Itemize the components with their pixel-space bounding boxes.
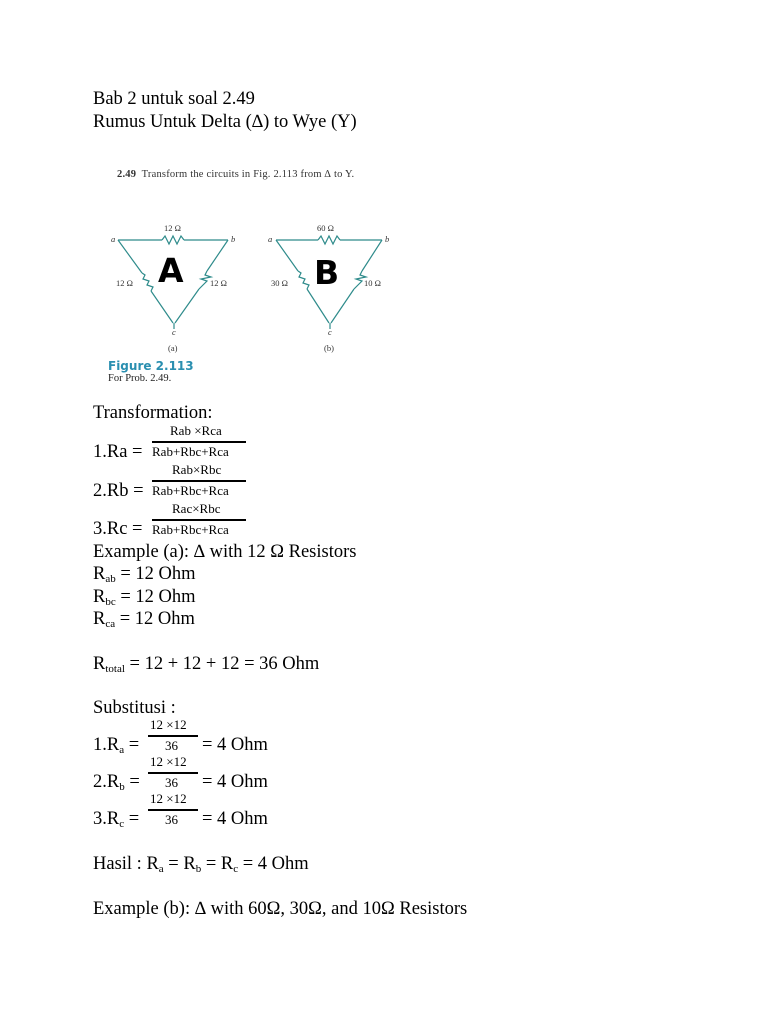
formula-rc-fraction: [152, 501, 248, 536]
rbc-line: $R_{bc} = 12$ Ohm: [93, 587, 196, 608]
subs-ra-subscript: a: [119, 744, 125, 756]
subs-rc-numerator: 12 ×12: [150, 791, 187, 806]
subs-ra-prefix: 1.R: [93, 735, 120, 755]
problem-text: Transform the circuits in Fig. 2.113 from ∆ to Y.: [141, 169, 355, 180]
circuit-figure: [100, 215, 400, 360]
formula-ra-fraction: [152, 423, 248, 463]
formula-rb-label: 2.Rb =: [93, 481, 144, 501]
circuit-b-node-c: c: [328, 327, 332, 337]
formula-rb-denominator: Rab+Rbc+Rca: [152, 483, 229, 498]
fraction-bar: [148, 735, 198, 737]
problem-statement: [117, 169, 354, 180]
subs-ra-denominator: 36: [165, 738, 178, 753]
hasil-end: = 4 Ohm: [238, 854, 309, 874]
formula-rc-numerator: Rac×Rbc: [172, 501, 221, 516]
subs-rb-result: = 4 Ohm: [202, 772, 268, 792]
rab-line: $R_{ab} = 12$ Ohm: [93, 564, 196, 585]
header-line-2: Rumus Untuk Delta (∆) to Wye (Y): [93, 112, 357, 132]
circuit-a-caption: (a): [168, 343, 178, 353]
rca-subscript: ca: [105, 618, 116, 630]
fraction-bar: [148, 809, 198, 811]
formula-rc-denominator: Rab+Rbc+Rca: [152, 522, 229, 536]
subs-ra-eq: =: [124, 735, 140, 755]
substitusi-heading: Substitusi :: [93, 698, 176, 718]
circuit-a-left-resistor: 12 Ω: [116, 278, 133, 288]
subs-ra-result: = 4 Ohm: [202, 735, 268, 755]
subs-rb-subscript: b: [119, 781, 125, 793]
subs-rc-subscript: c: [119, 818, 125, 830]
hasil-sub-a: a: [158, 863, 164, 875]
example-b-heading: Example (b): ∆ with 60Ω, 30Ω, and 10Ω Resistors: [93, 899, 468, 919]
rbc-subscript: bc: [105, 596, 116, 608]
fraction-bar: [152, 480, 246, 482]
subs-rb-label: [93, 771, 140, 793]
rtotal-line: $R_{total} = 12 + 12 + 12 = 36$ Ohm: [93, 654, 320, 675]
circuit-a-node-b: b: [231, 234, 236, 244]
rca-value: = 12 Ohm: [115, 609, 195, 629]
circuit-b-caption: (b): [324, 343, 334, 353]
hasil-sub-b: b: [195, 863, 202, 875]
problem-number: 2.49: [117, 169, 137, 180]
hasil-prefix: Hasil : R: [93, 854, 159, 874]
figure-subtitle: For Prob. 2.49.: [108, 373, 172, 384]
subs-ra-fraction: [148, 717, 200, 753]
formula-rb-numerator: Rab×Rbc: [172, 462, 222, 477]
circuit-a-right-resistor: 12 Ω: [210, 278, 227, 288]
fraction-bar: [148, 772, 198, 774]
subs-rc-label: [93, 808, 139, 830]
subs-rb-fraction: [148, 754, 200, 790]
formula-ra-label: 1.Ra =: [93, 442, 143, 462]
formula-ra-numerator: Rab ×Rca: [170, 423, 222, 438]
rbc-value: = 12 Ohm: [115, 587, 196, 607]
circuit-b-top-resistor: 60 Ω: [317, 223, 334, 233]
circuit-b-node-a: a: [268, 234, 273, 244]
rtotal-subscript: total: [105, 663, 125, 675]
subs-rc-denominator: 36: [165, 812, 178, 827]
rca-line: $R_{ca} = 12$ Ohm: [93, 609, 195, 630]
rtotal-value: = 12 + 12 + 12 = 36 Ohm: [124, 654, 320, 674]
hasil-line: [93, 853, 309, 875]
subs-rc-prefix: 3.R: [93, 809, 120, 829]
hasil-eq1: = R: [163, 854, 196, 874]
circuit-b-left-resistor: 30 Ω: [271, 278, 288, 288]
subs-rc-fraction: [148, 791, 200, 827]
circuit-b-right-resistor: 10 Ω: [364, 278, 381, 288]
subs-rc-eq: =: [124, 809, 140, 829]
subs-ra-label: [93, 734, 139, 756]
subs-rb-numerator: 12 ×12: [150, 754, 187, 769]
circuit-b-node-b: b: [385, 234, 390, 244]
hasil-eq2: = R: [201, 854, 234, 874]
hasil-sub-c: c: [233, 863, 239, 875]
subs-rb-prefix: 2.R: [93, 772, 120, 792]
header-line-1: Bab 2 untuk soal 2.49: [93, 89, 255, 109]
rab-subscript: ab: [105, 573, 116, 585]
subs-rb-denominator: 36: [165, 775, 178, 790]
rab-value: = 12 Ohm: [115, 564, 196, 584]
circuit-a-node-a: a: [111, 234, 116, 244]
transformation-heading: Transformation:: [93, 403, 213, 423]
circuit-a-top-resistor: 12 Ω: [164, 223, 181, 233]
fraction-bar: [152, 519, 246, 521]
subs-rc-result: = 4 Ohm: [202, 809, 268, 829]
example-a-heading: Example (a): ∆ with 12 Ω Resistors: [93, 542, 357, 562]
figure-title: Figure 2.113: [108, 359, 194, 373]
formula-rb-fraction: [152, 462, 248, 502]
circuit-a-node-c: c: [172, 327, 176, 337]
formula-ra-denominator: Rab+Rbc+Rca: [152, 444, 229, 459]
formula-rc-label: 3.Rc =: [93, 519, 143, 539]
subs-rb-eq: =: [124, 772, 140, 792]
fraction-bar: [152, 441, 246, 443]
subs-ra-numerator: 12 ×12: [150, 717, 187, 732]
circuit-b-big-label: B: [314, 253, 340, 292]
circuit-a-big-label: A: [158, 251, 184, 290]
